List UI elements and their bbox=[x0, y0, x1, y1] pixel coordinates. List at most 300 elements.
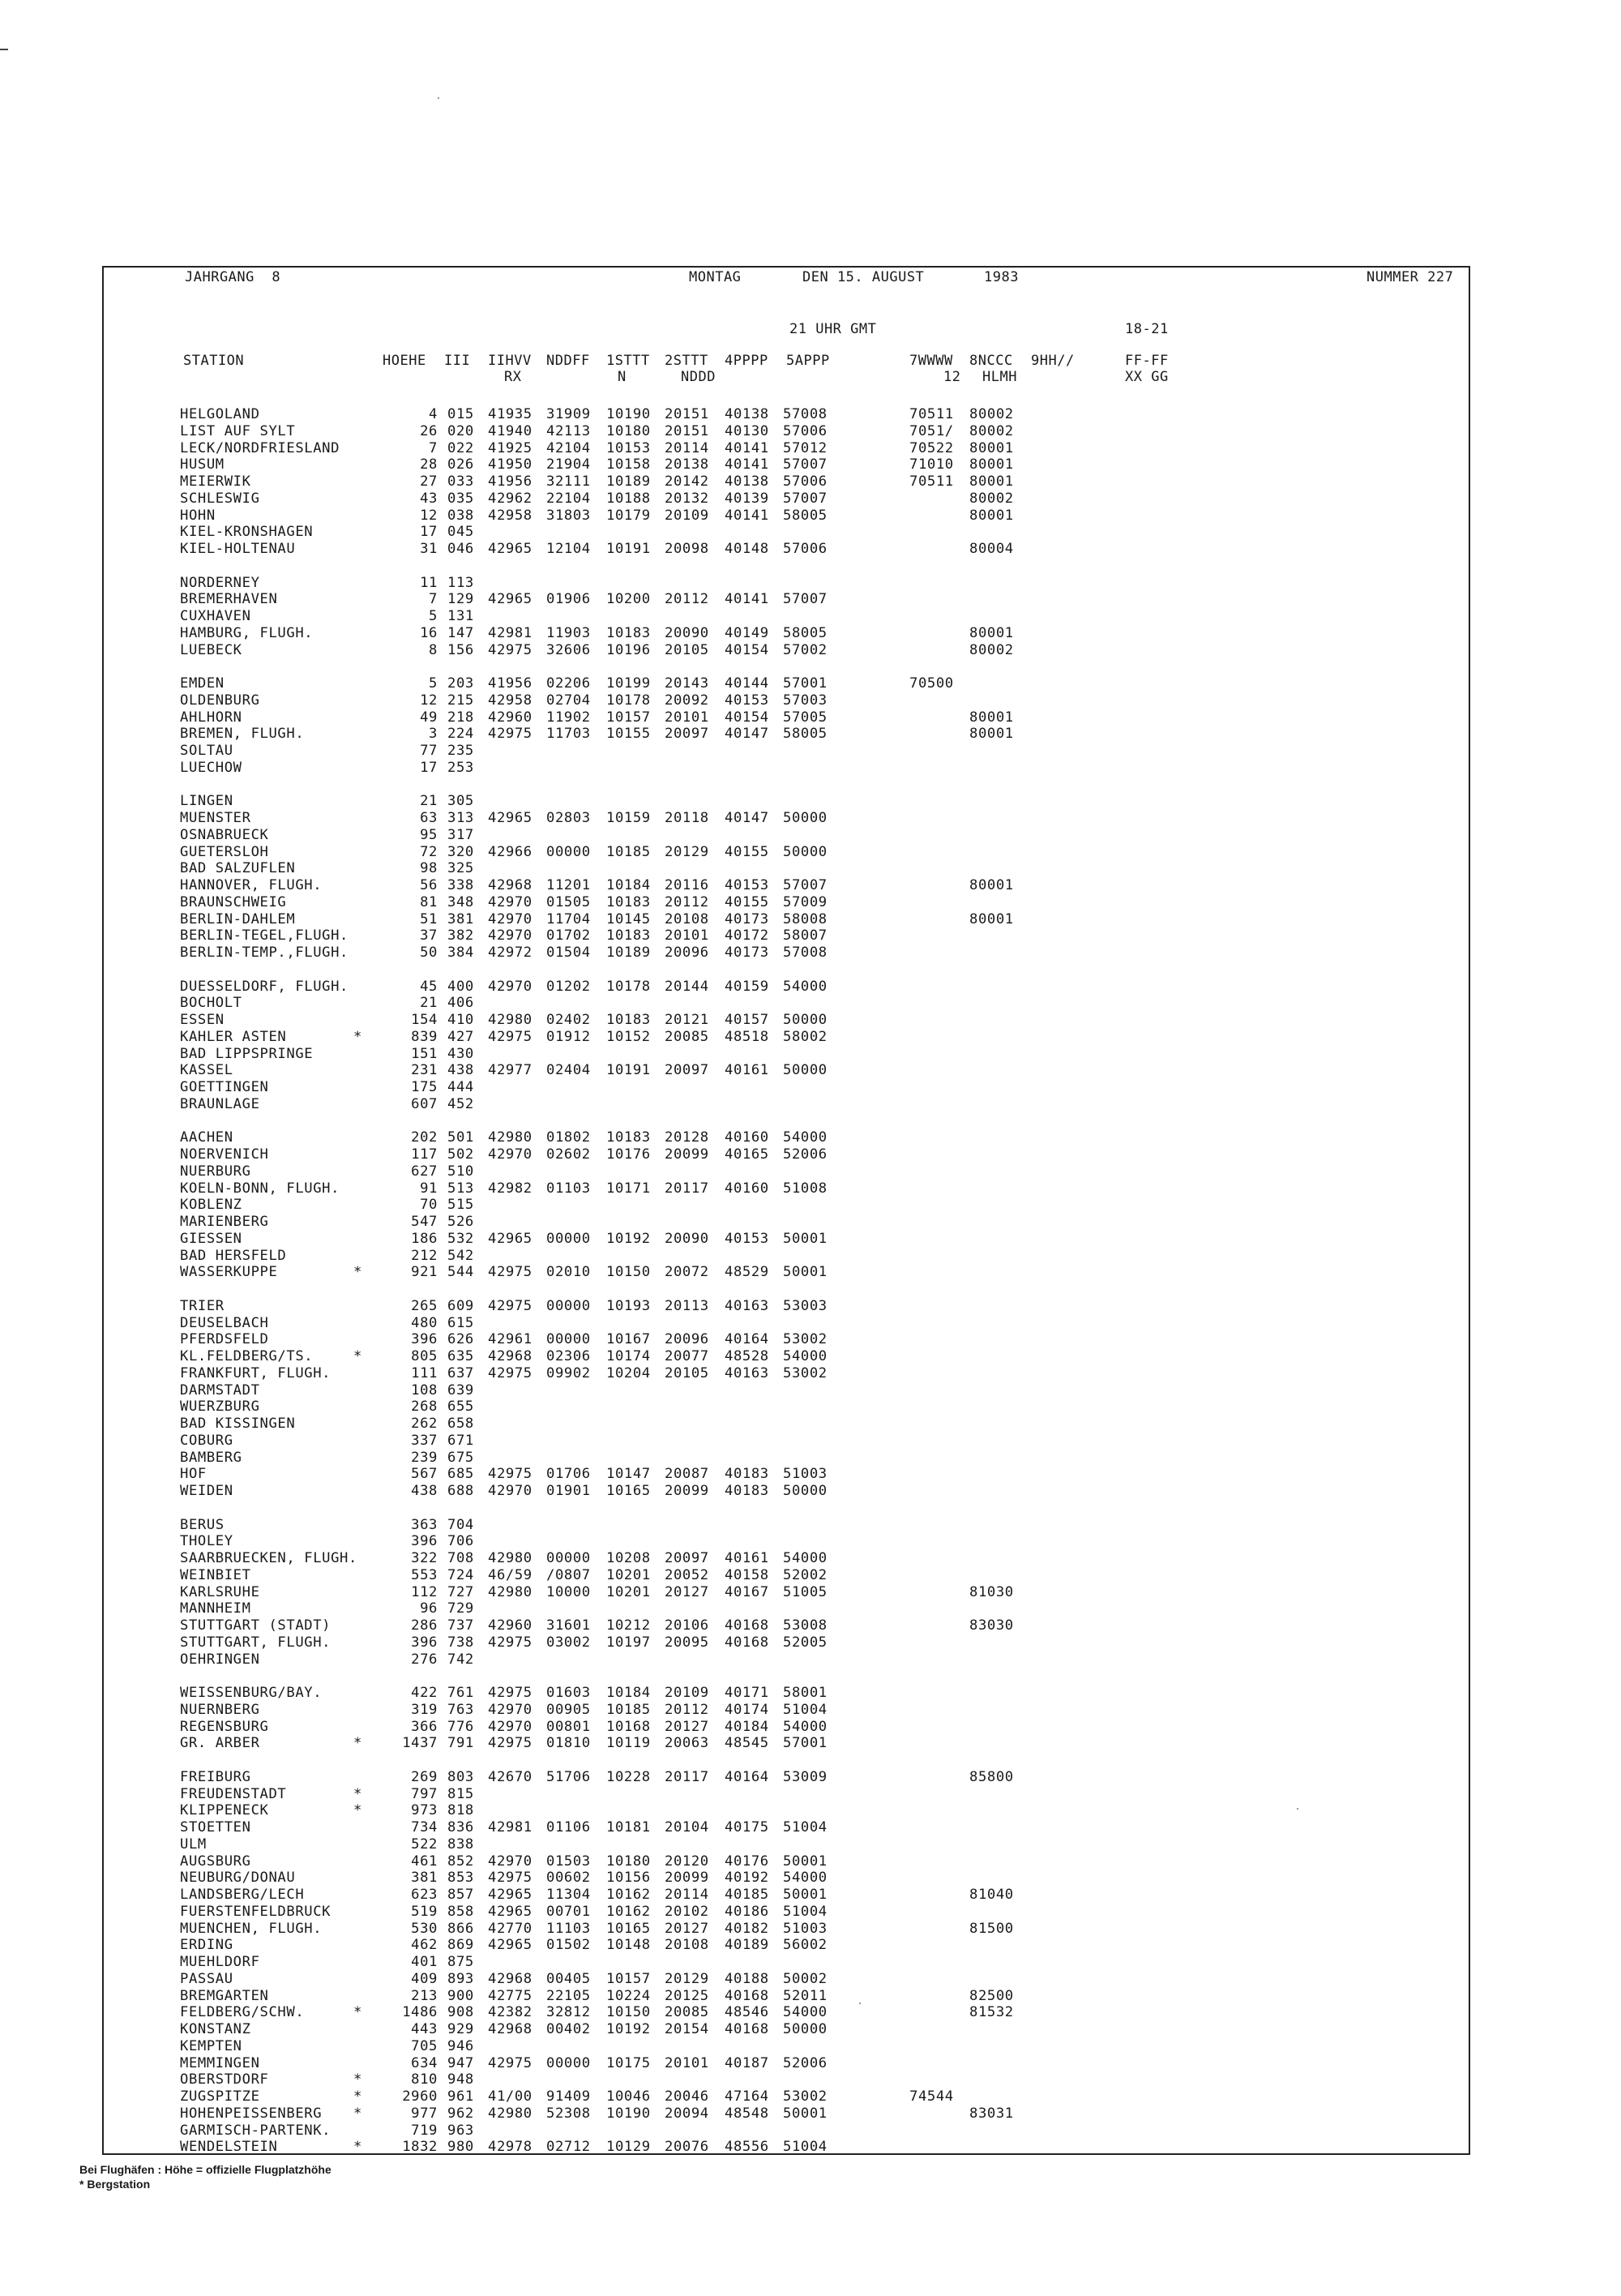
group-4pppp: 40172 bbox=[725, 927, 769, 945]
group-1sttt: 10185 bbox=[606, 843, 651, 860]
station-index: 655 bbox=[447, 1399, 474, 1416]
station-name: KIEL-KRONSHAGEN bbox=[180, 524, 314, 541]
group-iihvv: 42975 bbox=[488, 1735, 532, 1752]
group-iihvv: 42975 bbox=[488, 1264, 532, 1281]
station-height: 1832 bbox=[402, 2139, 438, 2156]
table-row bbox=[0, 575, 1621, 591]
station-index: 818 bbox=[447, 1802, 474, 1819]
group-iihvv: 42980 bbox=[488, 1129, 532, 1146]
table-row bbox=[0, 2038, 1621, 2054]
group-4pppp: 40147 bbox=[725, 810, 769, 826]
group-1sttt: 10208 bbox=[606, 1550, 651, 1566]
station-index: 215 bbox=[447, 692, 474, 709]
group-2sttt: 20129 bbox=[665, 1970, 709, 1987]
group-4pppp: 40153 bbox=[725, 692, 769, 709]
station-index: 544 bbox=[447, 1264, 474, 1281]
station-name: BAD SALZUFLEN bbox=[180, 860, 296, 877]
group-8nccc: 80001 bbox=[969, 456, 1014, 473]
group-4pppp: 40173 bbox=[725, 910, 769, 927]
station-name: STUTTGART, FLUGH. bbox=[180, 1634, 331, 1651]
station-name: BREMGARTEN bbox=[180, 1987, 269, 2004]
table-row bbox=[0, 1617, 1621, 1634]
station-index: 542 bbox=[447, 1247, 474, 1264]
station-name: OSNABRUECK bbox=[180, 826, 269, 843]
station-height: 112 bbox=[411, 1583, 438, 1600]
group-nddff: 10000 bbox=[546, 1583, 591, 1600]
station-name: WEIDEN bbox=[180, 1483, 233, 1499]
group-5appp: 51004 bbox=[783, 1903, 828, 1920]
group-8nccc: 81040 bbox=[969, 1887, 1014, 1903]
table-row bbox=[0, 1836, 1621, 1853]
group-5appp: 51003 bbox=[783, 1466, 828, 1483]
group-4pppp: 48529 bbox=[725, 1264, 769, 1281]
table-row bbox=[0, 2071, 1621, 2088]
col-ff: FF-FF bbox=[1125, 353, 1169, 369]
group-4pppp: 40149 bbox=[725, 624, 769, 641]
station-height: 973 bbox=[411, 1802, 438, 1819]
table-row bbox=[0, 1466, 1621, 1482]
table-row bbox=[0, 1802, 1621, 1818]
table-row bbox=[0, 709, 1621, 726]
group-nddff: 11304 bbox=[546, 1887, 591, 1903]
table-row bbox=[0, 1786, 1621, 1802]
station-index: 400 bbox=[447, 978, 474, 995]
group-5appp: 57006 bbox=[783, 541, 828, 557]
group-iihvv: 42968 bbox=[488, 2021, 532, 2037]
group-iihvv: 42670 bbox=[488, 1768, 532, 1785]
group-iihvv: 42980 bbox=[488, 1012, 532, 1028]
station-index: 045 bbox=[447, 524, 474, 541]
station-name: COBURG bbox=[180, 1432, 233, 1449]
group-5appp: 50000 bbox=[783, 2021, 828, 2037]
station-height: 151 bbox=[411, 1045, 438, 1062]
station-height: 70 bbox=[420, 1197, 438, 1214]
group-iihvv: 42975 bbox=[488, 1297, 532, 1314]
group-2sttt: 20096 bbox=[665, 945, 709, 961]
station-height: 480 bbox=[411, 1314, 438, 1331]
station-height: 56 bbox=[420, 877, 438, 893]
group-nddff: 01901 bbox=[546, 1483, 591, 1499]
station-index: 803 bbox=[447, 1768, 474, 1785]
station-height: 607 bbox=[411, 1095, 438, 1112]
station-height: 96 bbox=[420, 1600, 438, 1617]
station-name: MEIERWIK bbox=[180, 473, 251, 490]
station-name: NORDERNEY bbox=[180, 574, 260, 591]
group-2sttt: 20087 bbox=[665, 1466, 709, 1483]
group-iihvv: 42965 bbox=[488, 1230, 532, 1247]
table-row bbox=[0, 1450, 1621, 1466]
group-4pppp: 40130 bbox=[725, 422, 769, 439]
weekday: MONTAG bbox=[689, 269, 742, 285]
station-index: 727 bbox=[447, 1583, 474, 1600]
group-1sttt: 10179 bbox=[606, 507, 651, 524]
group-2sttt: 20117 bbox=[665, 1180, 709, 1197]
footnote-mountain: * Bergstation bbox=[79, 2178, 151, 2191]
group-2sttt: 20101 bbox=[665, 927, 709, 945]
station-name: SCHLESWIG bbox=[180, 490, 260, 507]
station-height: 28 bbox=[420, 456, 438, 473]
volume-label: JAHRGANG 8 bbox=[185, 269, 281, 285]
group-4pppp: 40141 bbox=[725, 456, 769, 473]
table-row bbox=[0, 810, 1621, 826]
table-row bbox=[0, 911, 1621, 927]
station-index: 444 bbox=[447, 1079, 474, 1095]
station-height: 409 bbox=[411, 1970, 438, 1987]
group-2sttt: 20094 bbox=[665, 2105, 709, 2122]
col-8nccc-sub: HLMH bbox=[982, 369, 1017, 385]
group-nddff: 01603 bbox=[546, 1685, 591, 1701]
table-row bbox=[0, 827, 1621, 843]
table-row bbox=[0, 1921, 1621, 1937]
group-2sttt: 20113 bbox=[665, 1297, 709, 1314]
station-height: 839 bbox=[411, 1028, 438, 1045]
group-5appp: 54000 bbox=[783, 1348, 828, 1364]
table-row bbox=[0, 743, 1621, 759]
group-5appp: 57006 bbox=[783, 422, 828, 439]
year: 1983 bbox=[984, 269, 1019, 285]
station-height: 16 bbox=[420, 624, 438, 641]
table-row bbox=[0, 1029, 1621, 1045]
group-4pppp: 40138 bbox=[725, 406, 769, 422]
group-2sttt: 20063 bbox=[665, 1735, 709, 1752]
table-row bbox=[0, 1062, 1621, 1078]
station-height: 438 bbox=[411, 1483, 438, 1499]
col-iihvv: IIHVV bbox=[488, 353, 532, 369]
group-2sttt: 20112 bbox=[665, 1701, 709, 1718]
station-index: 791 bbox=[447, 1735, 474, 1752]
group-7wwww: 7051/ bbox=[909, 422, 954, 439]
station-height: 45 bbox=[420, 978, 438, 995]
group-2sttt: 20102 bbox=[665, 1903, 709, 1920]
group-iihvv: 42965 bbox=[488, 810, 532, 826]
station-index: 688 bbox=[447, 1483, 474, 1499]
station-index: 852 bbox=[447, 1853, 474, 1870]
station-name: BREMERHAVEN bbox=[180, 591, 278, 608]
group-4pppp: 40154 bbox=[725, 641, 769, 658]
group-5appp: 52011 bbox=[783, 1987, 828, 2004]
station-name: BERLIN-DAHLEM bbox=[180, 910, 296, 927]
group-4pppp: 40155 bbox=[725, 843, 769, 860]
group-4pppp: 40153 bbox=[725, 877, 769, 893]
group-5appp: 54000 bbox=[783, 1718, 828, 1735]
station-index: 513 bbox=[447, 1180, 474, 1197]
station-index: 515 bbox=[447, 1197, 474, 1214]
group-2sttt: 20109 bbox=[665, 507, 709, 524]
station-index: 947 bbox=[447, 2054, 474, 2071]
table-row bbox=[0, 1651, 1621, 1668]
group-4pppp: 40161 bbox=[725, 1062, 769, 1079]
station-height: 443 bbox=[411, 2021, 438, 2037]
group-5appp: 52006 bbox=[783, 1146, 828, 1163]
table-row bbox=[0, 591, 1621, 607]
group-iihvv: 42970 bbox=[488, 1483, 532, 1499]
station-height: 49 bbox=[420, 709, 438, 726]
group-1sttt: 10200 bbox=[606, 591, 651, 608]
group-nddff: 11201 bbox=[546, 877, 591, 893]
group-8nccc: 83031 bbox=[969, 2105, 1014, 2122]
table-row bbox=[0, 440, 1621, 456]
group-4pppp: 40165 bbox=[725, 1146, 769, 1163]
group-nddff: 32606 bbox=[546, 641, 591, 658]
group-7wwww: 74544 bbox=[909, 2088, 954, 2105]
col-9hh: 9HH// bbox=[1031, 353, 1075, 369]
group-4pppp: 40188 bbox=[725, 1970, 769, 1987]
group-5appp: 50001 bbox=[783, 1887, 828, 1903]
station-name: REGENSBURG bbox=[180, 1718, 269, 1735]
station-height: 5 bbox=[429, 608, 438, 624]
table-row bbox=[0, 1315, 1621, 1331]
station-index: 313 bbox=[447, 810, 474, 826]
group-nddff: 00701 bbox=[546, 1903, 591, 1920]
scan-speck bbox=[438, 97, 439, 99]
station-height: 27 bbox=[420, 473, 438, 490]
table-row bbox=[0, 1517, 1621, 1533]
group-iihvv: 42382 bbox=[488, 2004, 532, 2021]
station-name: EMDEN bbox=[180, 675, 225, 692]
group-1sttt: 10183 bbox=[606, 624, 651, 641]
station-index: 113 bbox=[447, 574, 474, 591]
group-4pppp: 48556 bbox=[725, 2139, 769, 2156]
station-height: 8 bbox=[429, 641, 438, 658]
station-height: 12 bbox=[420, 507, 438, 524]
group-4pppp: 40168 bbox=[725, 1987, 769, 2004]
station-name: KAHLER ASTEN bbox=[180, 1028, 287, 1045]
station-index: 858 bbox=[447, 1903, 474, 1920]
group-1sttt: 10155 bbox=[606, 726, 651, 743]
group-1sttt: 10212 bbox=[606, 1617, 651, 1634]
group-iihvv: 42968 bbox=[488, 1970, 532, 1987]
station-height: 530 bbox=[411, 1920, 438, 1937]
table-row bbox=[0, 1719, 1621, 1735]
group-8nccc: 80004 bbox=[969, 541, 1014, 557]
table-row bbox=[0, 1735, 1621, 1751]
group-iihvv: 41940 bbox=[488, 422, 532, 439]
group-5appp: 54000 bbox=[783, 1870, 828, 1887]
group-nddff: 01502 bbox=[546, 1937, 591, 1954]
group-nddff: 01706 bbox=[546, 1466, 591, 1483]
station-name: LUEBECK bbox=[180, 641, 242, 658]
group-2sttt: 20101 bbox=[665, 709, 709, 726]
station-index: 946 bbox=[447, 2037, 474, 2054]
station-name: WUERZBURG bbox=[180, 1399, 260, 1416]
group-nddff: 00000 bbox=[546, 1297, 591, 1314]
station-height: 81 bbox=[420, 893, 438, 910]
group-5appp: 52005 bbox=[783, 1634, 828, 1651]
group-nddff: 01702 bbox=[546, 927, 591, 945]
station-name: HELGOLAND bbox=[180, 406, 260, 422]
station-height: 91 bbox=[420, 1180, 438, 1197]
station-name: HOF bbox=[180, 1466, 207, 1483]
station-height: 977 bbox=[411, 2105, 438, 2122]
group-5appp: 50001 bbox=[783, 2105, 828, 2122]
station-index: 156 bbox=[447, 641, 474, 658]
station-height: 95 bbox=[420, 826, 438, 843]
station-index: 203 bbox=[447, 675, 474, 692]
mountain-station-marker: * bbox=[353, 1348, 362, 1364]
group-5appp: 50001 bbox=[783, 1853, 828, 1870]
group-8nccc: 80002 bbox=[969, 406, 1014, 422]
group-nddff: 01503 bbox=[546, 1853, 591, 1870]
group-1sttt: 10193 bbox=[606, 1297, 651, 1314]
station-name: ESSEN bbox=[180, 1012, 225, 1028]
table-row bbox=[0, 1634, 1621, 1651]
station-height: 553 bbox=[411, 1566, 438, 1583]
station-index: 729 bbox=[447, 1600, 474, 1617]
group-7wwww: 70511 bbox=[909, 473, 954, 490]
group-5appp: 51004 bbox=[783, 1701, 828, 1718]
station-name: THOLEY bbox=[180, 1533, 233, 1550]
group-nddff: /0807 bbox=[546, 1566, 591, 1583]
station-height: 322 bbox=[411, 1550, 438, 1566]
group-4pppp: 40183 bbox=[725, 1483, 769, 1499]
station-height: 547 bbox=[411, 1214, 438, 1230]
group-1sttt: 10167 bbox=[606, 1331, 651, 1348]
group-5appp: 53002 bbox=[783, 2088, 828, 2105]
group-nddff: 91409 bbox=[546, 2088, 591, 2105]
group-1sttt: 10178 bbox=[606, 978, 651, 995]
group-nddff: 01912 bbox=[546, 1028, 591, 1045]
table-row bbox=[0, 1416, 1621, 1432]
group-2sttt: 20097 bbox=[665, 726, 709, 743]
table-row bbox=[0, 1685, 1621, 1701]
group-2sttt: 20138 bbox=[665, 456, 709, 473]
group-iihvv: 42960 bbox=[488, 1617, 532, 1634]
group-iihvv: 42770 bbox=[488, 1920, 532, 1937]
group-4pppp: 40158 bbox=[725, 1566, 769, 1583]
group-2sttt: 20096 bbox=[665, 1331, 709, 1348]
group-2sttt: 20144 bbox=[665, 978, 709, 995]
group-nddff: 21904 bbox=[546, 456, 591, 473]
group-iihvv: 42965 bbox=[488, 1903, 532, 1920]
group-2sttt: 20112 bbox=[665, 591, 709, 608]
station-index: 224 bbox=[447, 726, 474, 743]
station-name: NEUBURG/DONAU bbox=[180, 1870, 296, 1887]
station-name: AACHEN bbox=[180, 1129, 233, 1146]
station-height: 77 bbox=[420, 743, 438, 759]
station-height: 51 bbox=[420, 910, 438, 927]
table-row bbox=[0, 642, 1621, 658]
station-name: FREIBURG bbox=[180, 1768, 251, 1785]
group-1sttt: 10046 bbox=[606, 2088, 651, 2105]
table-row bbox=[0, 726, 1621, 742]
station-height: 111 bbox=[411, 1364, 438, 1381]
group-nddff: 01906 bbox=[546, 591, 591, 608]
group-4pppp: 40153 bbox=[725, 1230, 769, 1247]
group-iihvv: 42975 bbox=[488, 1466, 532, 1483]
station-name: SOLTAU bbox=[180, 743, 233, 759]
station-name: BERLIN-TEMP.,FLUGH. bbox=[180, 945, 349, 961]
station-name: STOETTEN bbox=[180, 1819, 251, 1836]
station-name: PASSAU bbox=[180, 1970, 233, 1987]
station-name: DUESSELDORF, FLUGH. bbox=[180, 978, 349, 995]
table-row bbox=[0, 1079, 1621, 1095]
station-name: BERLIN-TEGEL,FLUGH. bbox=[180, 927, 349, 945]
group-1sttt: 10184 bbox=[606, 877, 651, 893]
station-index: 908 bbox=[447, 2004, 474, 2021]
group-2sttt: 20052 bbox=[665, 1566, 709, 1583]
station-height: 5 bbox=[429, 675, 438, 692]
group-5appp: 57007 bbox=[783, 877, 828, 893]
station-height: 43 bbox=[420, 490, 438, 507]
group-2sttt: 20129 bbox=[665, 843, 709, 860]
station-index: 738 bbox=[447, 1634, 474, 1651]
station-name: ERDING bbox=[180, 1937, 233, 1954]
mountain-station-marker: * bbox=[353, 2105, 362, 2122]
col-station: STATION bbox=[183, 353, 245, 369]
group-4pppp: 40186 bbox=[725, 1903, 769, 1920]
group-5appp: 53002 bbox=[783, 1364, 828, 1381]
group-nddff: 52308 bbox=[546, 2105, 591, 2122]
station-index: 963 bbox=[447, 2122, 474, 2139]
station-name: BAD KISSINGEN bbox=[180, 1416, 296, 1432]
group-2sttt: 20108 bbox=[665, 1937, 709, 1954]
group-2sttt: 20154 bbox=[665, 2021, 709, 2037]
group-4pppp: 40163 bbox=[725, 1297, 769, 1314]
station-name: BRAUNSCHWEIG bbox=[180, 893, 287, 910]
group-1sttt: 10168 bbox=[606, 1718, 651, 1735]
station-height: 175 bbox=[411, 1079, 438, 1095]
table-row bbox=[0, 524, 1621, 540]
group-2sttt: 20095 bbox=[665, 1634, 709, 1651]
station-name: TRIER bbox=[180, 1297, 225, 1314]
station-name: OEHRINGEN bbox=[180, 1651, 260, 1668]
group-nddff: 32812 bbox=[546, 2004, 591, 2021]
group-nddff: 31601 bbox=[546, 1617, 591, 1634]
group-2sttt: 20114 bbox=[665, 1887, 709, 1903]
group-2sttt: 20099 bbox=[665, 1870, 709, 1887]
table-row bbox=[0, 1819, 1621, 1836]
group-nddff: 00000 bbox=[546, 843, 591, 860]
station-height: 239 bbox=[411, 1449, 438, 1466]
group-iihvv: 42975 bbox=[488, 1870, 532, 1887]
group-2sttt: 20099 bbox=[665, 1483, 709, 1499]
group-4pppp: 40141 bbox=[725, 507, 769, 524]
group-2sttt: 20098 bbox=[665, 541, 709, 557]
group-4pppp: 40160 bbox=[725, 1129, 769, 1146]
station-height: 623 bbox=[411, 1887, 438, 1903]
station-index: 305 bbox=[447, 793, 474, 810]
group-iihvv: 42775 bbox=[488, 1987, 532, 2004]
group-2sttt: 20101 bbox=[665, 2054, 709, 2071]
station-name: AHLHORN bbox=[180, 709, 242, 726]
station-name: MUENSTER bbox=[180, 810, 251, 826]
group-5appp: 51004 bbox=[783, 2139, 828, 2156]
table-row bbox=[0, 675, 1621, 692]
col-ff-sub: XX GG bbox=[1125, 369, 1169, 385]
group-4pppp: 40168 bbox=[725, 1634, 769, 1651]
group-1sttt: 10224 bbox=[606, 1987, 651, 2004]
group-1sttt: 10190 bbox=[606, 406, 651, 422]
station-name: MANNHEIM bbox=[180, 1600, 251, 1617]
group-4pppp: 40147 bbox=[725, 726, 769, 743]
group-iihvv: 42965 bbox=[488, 591, 532, 608]
group-7wwww: 70522 bbox=[909, 439, 954, 456]
station-index: 948 bbox=[447, 2071, 474, 2088]
station-height: 705 bbox=[411, 2037, 438, 2054]
group-5appp: 53003 bbox=[783, 1297, 828, 1314]
group-nddff: 02306 bbox=[546, 1348, 591, 1364]
station-name: GARMISCH-PARTENK. bbox=[180, 2122, 331, 2139]
table-row bbox=[0, 1163, 1621, 1180]
group-iihvv: 42980 bbox=[488, 1550, 532, 1566]
group-1sttt: 10191 bbox=[606, 541, 651, 557]
group-iihvv: 42970 bbox=[488, 1853, 532, 1870]
group-nddff: 01202 bbox=[546, 978, 591, 995]
group-2sttt: 20085 bbox=[665, 2004, 709, 2021]
table-row bbox=[0, 1870, 1621, 1886]
station-index: 035 bbox=[447, 490, 474, 507]
station-index: 962 bbox=[447, 2105, 474, 2122]
